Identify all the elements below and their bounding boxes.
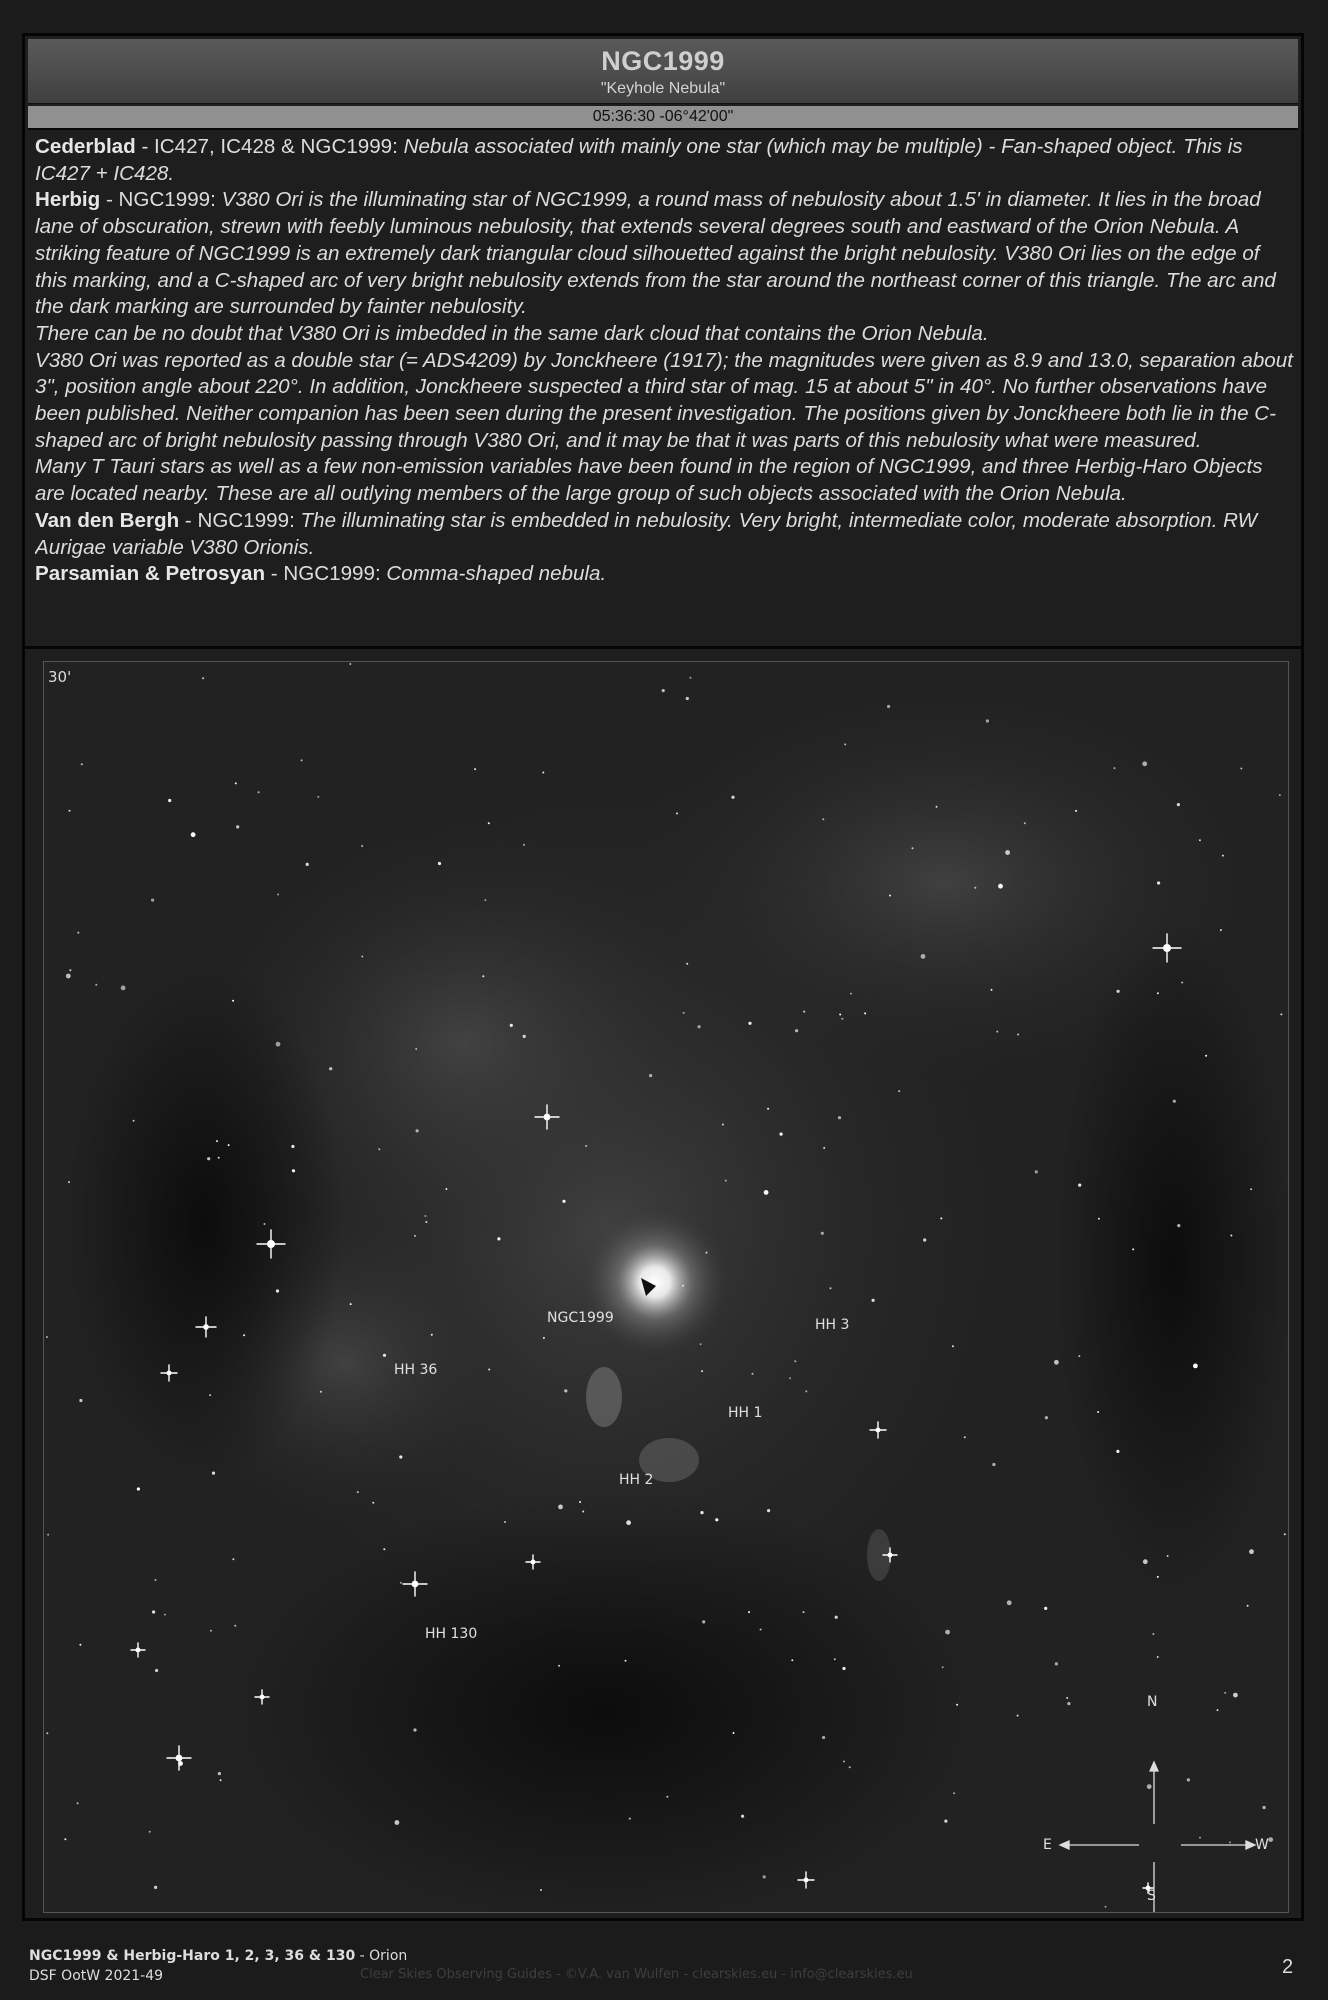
star (849, 1766, 851, 1768)
star (207, 1157, 210, 1160)
star (898, 1090, 900, 1092)
star (46, 1336, 48, 1338)
star (168, 799, 171, 802)
star (212, 1472, 215, 1475)
star (378, 1148, 380, 1150)
star (1233, 1693, 1238, 1698)
star (1017, 1034, 1019, 1036)
star (413, 1728, 416, 1731)
star (991, 989, 993, 991)
star (996, 1031, 998, 1033)
star (986, 719, 989, 722)
star (562, 1200, 565, 1203)
star (839, 1014, 841, 1016)
star (1205, 1055, 1207, 1057)
scale-label: 30' (48, 668, 72, 686)
star (585, 1145, 587, 1147)
star (921, 954, 926, 959)
star (1143, 1559, 1148, 1564)
star (731, 796, 734, 799)
star (822, 818, 824, 820)
star (202, 677, 204, 679)
star (1222, 855, 1224, 857)
star (542, 772, 544, 774)
star (425, 1221, 427, 1223)
starfield-image (44, 662, 1288, 1912)
compass-south: S (1147, 1888, 1156, 1904)
star (843, 1761, 845, 1763)
star (1007, 1600, 1012, 1605)
star (992, 1463, 995, 1466)
star (666, 1796, 668, 1798)
star (424, 1215, 426, 1217)
star (1017, 1715, 1019, 1717)
compass-north: N (1147, 1694, 1158, 1710)
star (77, 1802, 79, 1804)
footer-constellation: Orion (369, 1948, 408, 1964)
star (1250, 1188, 1252, 1190)
star (822, 1736, 825, 1739)
star (350, 1303, 352, 1305)
star (789, 1377, 791, 1379)
star (690, 677, 692, 679)
coordinates-bar: 05:36:30 -06°42'00" (28, 106, 1298, 130)
star (357, 1491, 359, 1493)
star (383, 1548, 385, 1550)
star (77, 932, 79, 934)
nebula-photograph (43, 661, 1289, 1913)
star (974, 887, 976, 889)
star (1247, 1605, 1249, 1607)
star (748, 1022, 751, 1025)
star (1097, 1411, 1099, 1413)
star (497, 1237, 500, 1240)
star (1177, 1224, 1180, 1227)
star (292, 1169, 295, 1172)
star (780, 1133, 783, 1136)
star (701, 1370, 703, 1372)
star (152, 1610, 155, 1613)
star (1066, 1697, 1068, 1699)
star (558, 1505, 563, 1510)
star (69, 969, 71, 971)
star (838, 1116, 841, 1119)
star (236, 825, 239, 828)
star (1067, 1702, 1070, 1705)
star (210, 1630, 212, 1632)
star (149, 1831, 151, 1833)
star (803, 1611, 805, 1613)
star (1249, 1549, 1254, 1554)
star (1078, 1184, 1081, 1187)
star (438, 862, 441, 865)
star (121, 986, 126, 991)
star (741, 1815, 744, 1818)
star (686, 697, 689, 700)
star (1199, 1837, 1201, 1839)
star (830, 1287, 832, 1289)
star (395, 1820, 400, 1825)
star (1167, 1555, 1169, 1557)
star (1157, 881, 1160, 884)
star (1229, 1841, 1231, 1843)
star (191, 832, 196, 837)
footer-caption: NGC1999 & Herbig-Haro 1, 2, 3, 36 & 130 - Orion DSF OotW 2021-49 (29, 1948, 408, 1984)
label-hh36: HH 36 (394, 1362, 438, 1378)
star (523, 844, 525, 846)
herbig-paragraph: V380 Ori was reported as a double star (= ADS4209) by Jonckheere (1917); the magnitudes were given as 8.9 and 13.0, separation about 3", position angle about 220°. In addition, Jonckheere suspected a third star of mag. 15 at about 5" in 40°. No further observations have been published. Neither companion has been seen during the present investigation. The positions given by Jonckheere both lie in the C-shaped arc of bright nebulosity passing through V380 Ori, and it may be that it was parts of this nebulosity what were measured. (35, 348, 1293, 452)
star (1220, 929, 1222, 931)
star (842, 1667, 845, 1670)
star (482, 975, 484, 977)
star (887, 705, 890, 708)
star (1035, 1170, 1038, 1173)
label-hh2: HH 2 (619, 1472, 654, 1488)
star (764, 1190, 769, 1195)
star (79, 1399, 82, 1402)
star (504, 1521, 506, 1523)
label-hh3: HH 3 (815, 1317, 850, 1333)
star (291, 1145, 294, 1148)
star (1152, 1633, 1154, 1635)
star (1114, 767, 1116, 769)
star (791, 1659, 793, 1661)
star (760, 1629, 762, 1631)
star (940, 1217, 942, 1219)
star (414, 1235, 416, 1237)
star (956, 1704, 958, 1706)
star (964, 1436, 966, 1438)
author-name: Van den Bergh (35, 508, 180, 532)
star (1054, 1360, 1059, 1365)
star (945, 1630, 950, 1635)
star (306, 863, 309, 866)
star (912, 847, 914, 849)
star (1075, 810, 1077, 812)
star (752, 1373, 754, 1375)
star (733, 1732, 735, 1734)
star (942, 1666, 944, 1668)
star (1280, 1013, 1282, 1015)
star (1142, 761, 1147, 766)
star (1279, 794, 1281, 796)
star (220, 1779, 222, 1781)
star (850, 993, 852, 995)
page-title: NGC1999 (601, 46, 725, 76)
star (484, 899, 486, 901)
star (702, 1620, 705, 1623)
star (317, 796, 319, 798)
star (1132, 1248, 1134, 1250)
star (722, 1124, 724, 1126)
star (1116, 1450, 1119, 1453)
star (683, 1012, 685, 1014)
star (540, 1889, 542, 1891)
star (823, 1147, 825, 1149)
star (301, 759, 303, 761)
section-divider (25, 646, 1301, 649)
star (95, 984, 97, 986)
page-frame (22, 33, 1304, 1921)
label-hh1: HH 1 (728, 1405, 763, 1421)
star (805, 1390, 807, 1392)
author-name: Cederblad (35, 135, 136, 158)
star (835, 1616, 838, 1619)
star (399, 1455, 402, 1458)
star (372, 1502, 374, 1504)
star (841, 1018, 843, 1020)
star (1098, 1218, 1100, 1220)
cederblad-entry: Cederblad - IC427, IC428 & NGC1999: Nebula associated with mainly one star (which may be multiple) - Fan-shaped object. This is IC427 + IC428. (35, 135, 1243, 185)
star (998, 884, 1003, 889)
parsamian-entry: Parsamian & Petrosyan - NGC1999: Comma-shaped nebula. (35, 562, 607, 586)
star (700, 1343, 702, 1345)
star (864, 1012, 866, 1014)
star (277, 894, 279, 896)
star (564, 1389, 567, 1392)
star (81, 763, 83, 765)
star (68, 1181, 70, 1183)
star (69, 810, 71, 812)
star (1187, 1778, 1190, 1781)
herbig-entry: Herbig - NGC1999: V380 Ori is the illuminating star of NGC1999, a round mass of nebulosity about 1.5' in diameter. It lies in the broad lane of obscuration, strewn with feebly luminous nebulosity, that extends several degrees south and eastward of the Orion Nebula. A striking feature of NGC1999 is an extremely dark triangular cloud silhouetted against the bright nebulosity. V380 Ori lies on the edge of this marking, and a C-shaped arc of very bright nebulosity extends from the star around the northeast corner of this triangle. The arc and the dark marking are surrounded by fainter nebulosity. (35, 188, 1276, 319)
star (232, 1558, 234, 1560)
star (795, 1029, 798, 1032)
star (155, 1669, 158, 1672)
vandenbergh-entry: Van den Bergh - NGC1999: The illuminating star is embedded in nebulosity. Very bright, intermediate color, moderate absorption. RW Aurigae variable V380 Orionis. (35, 508, 1258, 559)
star (844, 743, 846, 745)
page-number: 2 (1282, 1956, 1294, 1978)
star (952, 1345, 954, 1347)
star (579, 1501, 581, 1503)
star (431, 1334, 433, 1336)
compass-west: W (1255, 1837, 1269, 1853)
star (218, 1772, 221, 1775)
star (276, 1289, 279, 1292)
star (264, 1223, 266, 1225)
star (1157, 1576, 1159, 1578)
star (821, 1232, 824, 1235)
star (558, 1665, 560, 1667)
star (234, 1625, 236, 1627)
star (361, 845, 363, 847)
star (1024, 822, 1026, 824)
star (216, 1140, 218, 1142)
star (361, 956, 363, 958)
star (803, 1011, 805, 1013)
star (1078, 1355, 1080, 1357)
star (1224, 1692, 1226, 1694)
ngc1999-nebula (580, 1207, 730, 1357)
star (625, 1660, 627, 1662)
star (133, 1120, 135, 1122)
star (582, 1511, 584, 1513)
star (349, 663, 351, 665)
star (1147, 1784, 1152, 1789)
star (320, 1391, 322, 1393)
star (1193, 1364, 1198, 1369)
star (47, 1534, 49, 1536)
star (725, 1180, 727, 1182)
star (1045, 1416, 1048, 1419)
title-banner (28, 39, 1298, 104)
star (164, 1614, 166, 1616)
star (794, 1360, 796, 1362)
star (209, 1394, 211, 1396)
star (243, 1334, 245, 1336)
star (1105, 1906, 1107, 1908)
star (523, 1035, 526, 1038)
herbig-paragraph: Many T Tauri stars as well as a few non-emission variables have been found in the region of NGC1999, and three Herbig-Haro Objects are located nearby. These are all outlying members of the large group of such objects associated with the Orion Nebula. (35, 455, 1263, 506)
star (649, 1074, 652, 1077)
star (889, 895, 891, 897)
star (872, 1299, 875, 1302)
star (400, 1582, 402, 1584)
star (834, 1658, 836, 1660)
star (629, 1818, 631, 1820)
star (79, 1644, 81, 1646)
description-block (35, 134, 1297, 646)
star (151, 899, 154, 902)
star (258, 791, 260, 793)
star (1181, 982, 1183, 984)
star (698, 1025, 701, 1028)
star (1117, 990, 1120, 993)
star (715, 1518, 718, 1521)
herbig-paragraph: There can be no doubt that V380 Ori is imbedded in the same dark cloud that contains the Orion Nebula. (35, 321, 989, 345)
star (1044, 1607, 1047, 1610)
footer-title: NGC1999 & Herbig-Haro 1, 2, 3, 36 & 130 (29, 1948, 356, 1964)
star (232, 1000, 234, 1002)
star (936, 806, 938, 808)
star (474, 768, 476, 770)
author-name: Herbig (35, 188, 101, 212)
footer-series: DSF OotW 2021-49 (29, 1968, 164, 1984)
star (1217, 1709, 1219, 1711)
star (748, 1611, 750, 1613)
star (1005, 850, 1010, 855)
star (626, 1520, 631, 1525)
star (510, 1024, 513, 1027)
star (1199, 839, 1201, 841)
star (155, 1579, 157, 1581)
star (383, 1354, 386, 1357)
star (767, 1108, 769, 1110)
star (66, 974, 71, 979)
star (1268, 1837, 1273, 1842)
star (676, 812, 678, 814)
object-nickname: "Keyhole Nebula" (600, 80, 726, 97)
star (953, 1792, 955, 1794)
compass-east: E (1043, 1837, 1052, 1853)
label-hh130: HH 130 (425, 1626, 478, 1642)
star (64, 1838, 66, 1840)
star (1284, 1533, 1286, 1535)
star (415, 1048, 417, 1050)
star (662, 689, 665, 692)
star (445, 1188, 447, 1190)
star (767, 1509, 770, 1512)
star (700, 1511, 703, 1514)
label-ngc1999: NGC1999 (547, 1310, 614, 1326)
star (1230, 1235, 1232, 1237)
star (1177, 803, 1180, 806)
star (276, 1042, 281, 1047)
star (235, 782, 237, 784)
star (1157, 992, 1159, 994)
star (706, 1252, 708, 1254)
star (1173, 1100, 1176, 1103)
star (329, 1067, 332, 1070)
star (488, 1369, 490, 1371)
star (137, 1487, 140, 1490)
star (488, 822, 490, 824)
star (218, 1157, 220, 1159)
star (46, 1732, 48, 1734)
star (154, 1886, 157, 1889)
star (763, 1875, 766, 1878)
footer-credits: Clear Skies Observing Guides - ©V.A. van Wulfen - clearskies.eu - info@clearskies.eu (360, 1967, 913, 1982)
star (1157, 1656, 1159, 1658)
star (682, 1285, 684, 1287)
star (416, 1129, 419, 1132)
star (1240, 768, 1242, 770)
star (543, 1337, 545, 1339)
star (228, 1144, 230, 1146)
star (1055, 1662, 1058, 1665)
star (944, 1820, 947, 1823)
author-name: Parsamian & Petrosyan (35, 562, 266, 586)
star (1263, 1806, 1266, 1809)
star (686, 963, 688, 965)
star (923, 1238, 926, 1241)
